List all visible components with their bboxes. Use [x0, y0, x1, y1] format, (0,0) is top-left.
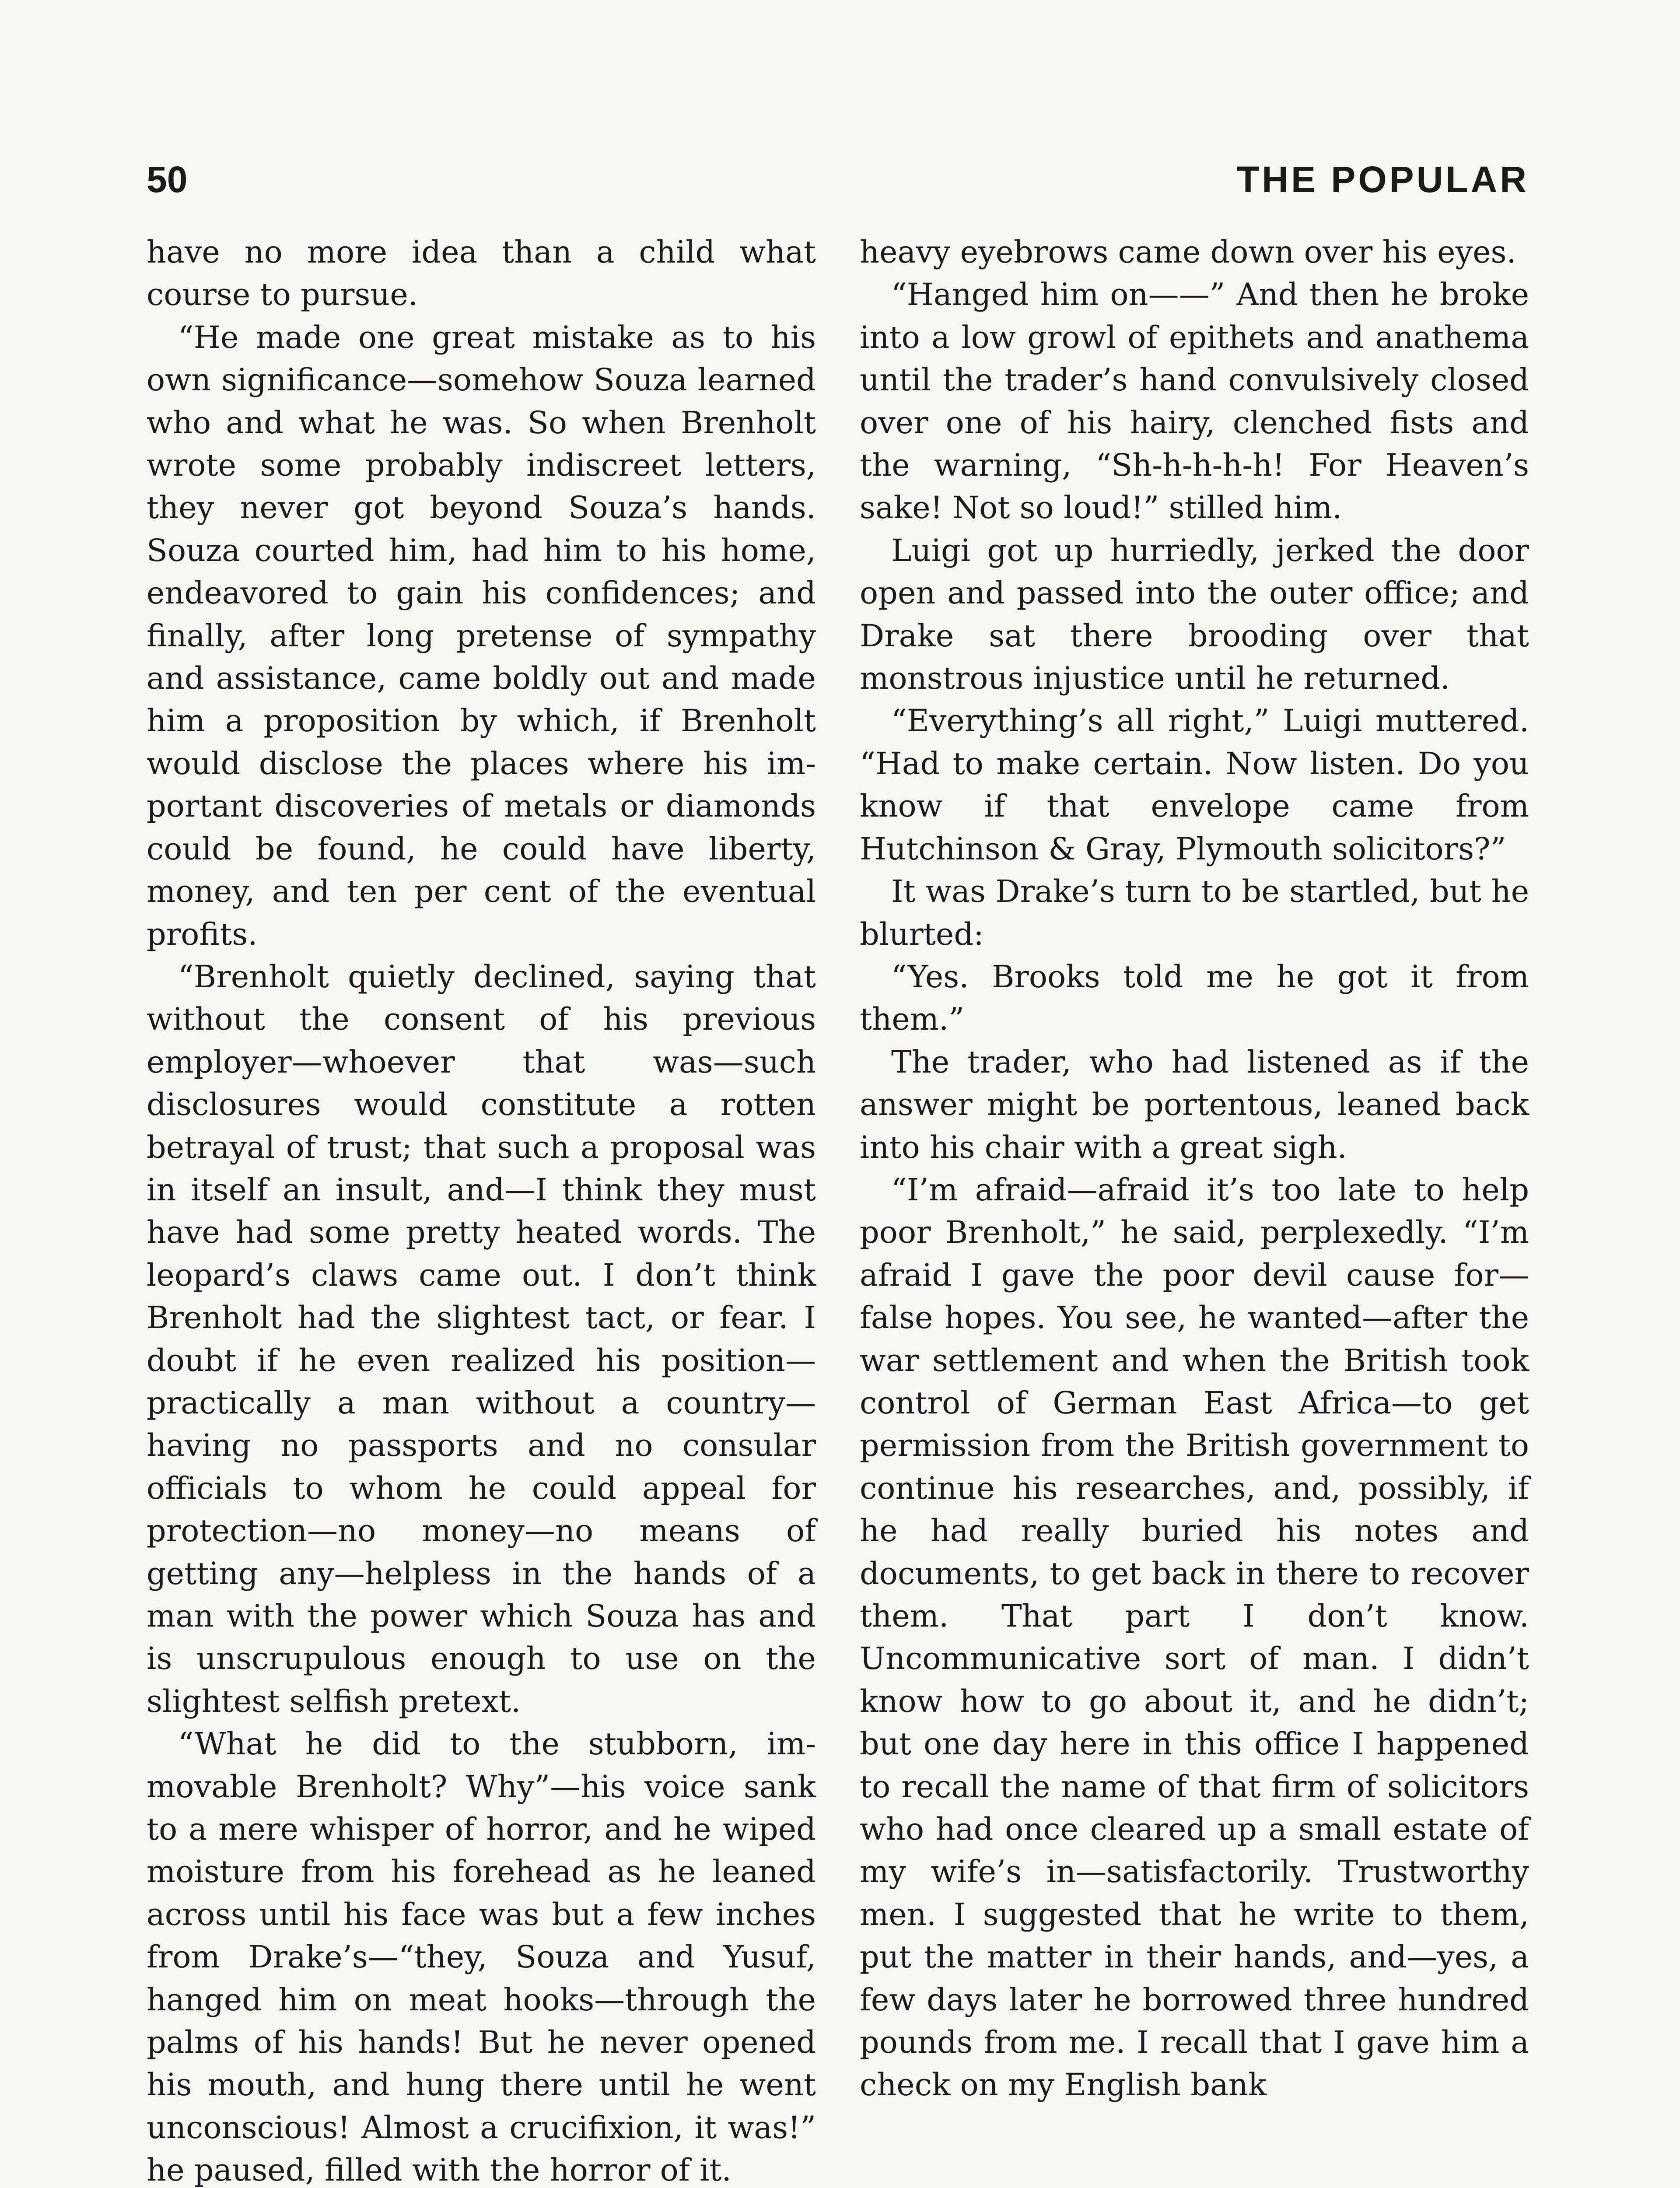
right-column: [860, 231, 1529, 2107]
paragraph: The trader, who had listened as if the answer might be portentous, leaned back into his chair with a great sigh.: [860, 1044, 1529, 1165]
paragraph: “What he did to the stubborn, immovable Brenholt? Why”—his voice sank to a mere whisper of horror, and he wiped moisture from his forehead as he leaned across until his face was but a few inches from Drake’s—“they, Souza and Yusuf, hanged him on meat hooks—through the palms of his hands! But he never opened his mouth, and hung there until he went unconscious! Almost a crucifixion, it was!” he paused, filled with the horror of it.: [147, 1726, 816, 2188]
running-title: THE POPULAR: [1236, 159, 1529, 200]
left-column: [147, 231, 816, 2188]
paragraph: It was Drake’s turn to be startled, but he blurted:: [860, 873, 1529, 952]
paragraph: “Brenholt quietly declined, saying that without the consent of his previous employer—whoever that was—such disclosures would constitute a rotten betrayal of trust; that such a proposal was in itself an insult, and—I think they must have had some pretty heated words. The leopard’s claws came out. I don’t think Brenholt had the slightest tact, or fear. I doubt if he even realized his position—practically a man without a country—having no passports and no consular officials to whom he could appeal for protection—no money—no means of getting any—helpless in the hands of a man with the power which Souza has and is unscrupulous enough to use on the slightest selfish pretext.: [147, 958, 816, 1719]
paragraph: “I’m afraid—afraid it’s too late to help poor Brenholt,” he said, perplexedly. “I’m afraid I gave the poor devil cause for—false hopes. You see, he wanted—after the war settlement and when the British took control of German East Africa—to get permission from the British government to continue his researches, and, possibly, if he had really buried his notes and documents, to get back in there to recover them. That part I don’t know. Uncommunicative sort of man. I didn’t know how to go about it, and he didn’t; but one day here in this office I happened to recall the name of that firm of solicitors who had once cleared up a small estate of my wife’s in—satisfactorily. Trustworthy men. I suggested that he write to them, put the matter in their hands, and—yes, a few days later he borrowed three hundred pounds from me. I recall that I gave him a check on my English bank: [860, 1171, 1529, 2103]
paragraph: have no more idea than a child what course to pursue.: [147, 234, 816, 313]
page-header: [147, 155, 1529, 203]
paragraph: “Hanged him on——” And then he broke into a low growl of epithets and anathema until the trader’s hand convulsively closed over one of his hairy, clenched fists and the warning, “Sh-h-h-h-h! For Heaven’s sake! Not so loud!” stilled him.: [860, 277, 1529, 526]
paragraph: heavy eyebrows came down over his eyes.: [860, 234, 1516, 270]
paragraph: Luigi got up hurriedly, jerked the door open and passed into the outer office; and Drake sat there brooding over that monstrous injustice until he returned.: [860, 532, 1529, 697]
paragraph: “He made one great mistake as to his own significance—somehow Souza learned who and what he was. So when Brenholt wrote some probably indiscreet letters, they never got beyond Souza’s hands. Souza courted him, had him to his home, endeavored to gain his confidences; and finally, after long pretense of sympathy and assistance, came boldly out and made him a proposition by which, if Brenholt would disclose the places where his important discoveries of metals or diamonds could be found, he could have liberty, money, and ten per cent of the eventual profits.: [147, 319, 816, 952]
paragraph: “Yes. Brooks told me he got it from them.”: [860, 958, 1529, 1038]
page-number: 50: [147, 159, 188, 200]
paragraph: “Everything’s all right,” Luigi muttered. “Had to make certain. Now listen. Do you know if that envelope came from Hutchinson & Gray, Plymouth solicitors?”: [860, 703, 1529, 867]
